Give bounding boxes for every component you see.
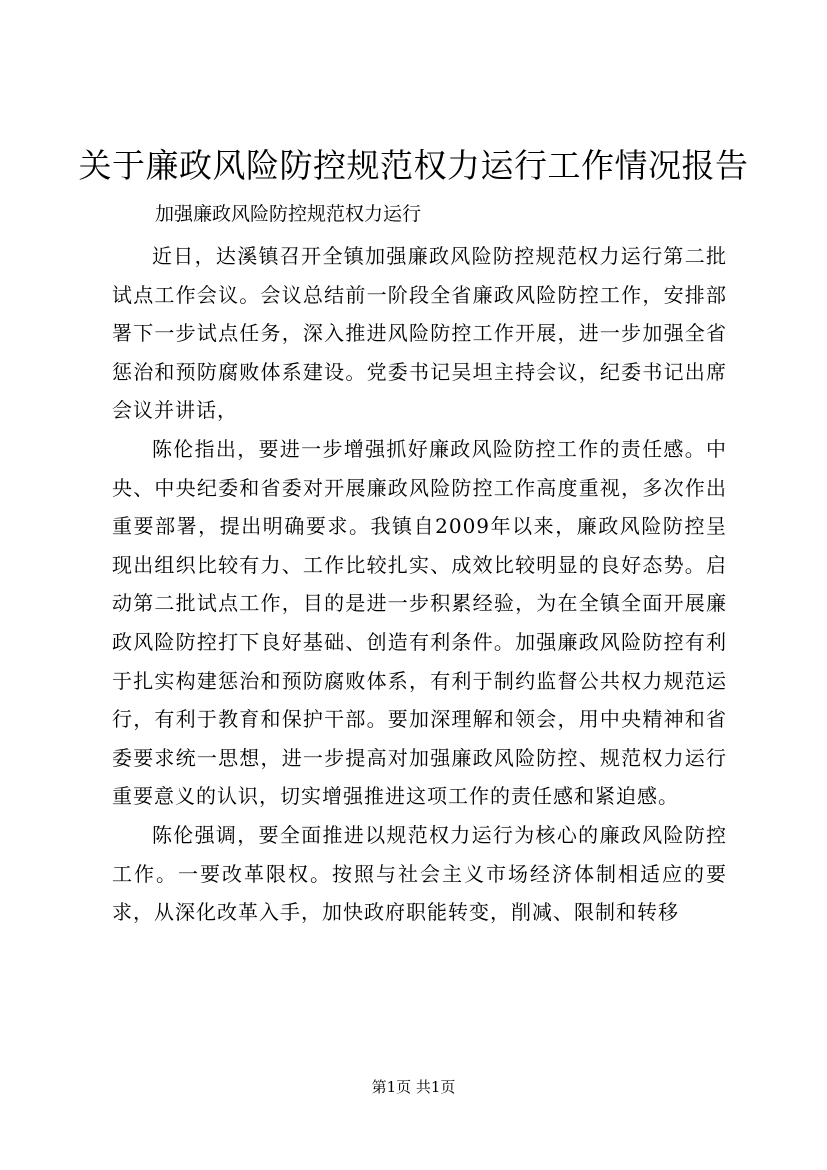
document-subtitle: 加强廉政风险防控规范权力运行 [155,203,422,225]
body-paragraph: 陈伦强调，要全面推进以规范权力运行为核心的廉政风险防控工作。一要改革限权。按照与社会主义市场经济体制相适应的要求，从深化改革入手，加快政府职能转变，削减、限制和转移 [112,822,727,925]
document-title: 关于廉政风险防控规范权力运行工作情况报告 [78,146,749,185]
page-number-footer: 第1页 共1页 [371,1078,456,1096]
body-paragraph: 陈伦指出，要进一步增强抓好廉政风险防控工作的责任感。中央、中央纪委和省委对开展廉政风险防控工作高度重视，多次作出重要部署，提出明确要求。我镇自2009年以来，廉政风险防控呈现出组织比较有力、工作比较扎实、成效比较明显的良好态势。启动第二批试点工作，目的是进一步积累经验，为在全镇全面开展廉政风险防控打下良好基础、创造有利条件。加强廉政风险防控有利于扎实构建惩治和预防腐败体系，有利于制约监督公共权力规范运行，有利于教育和保护干部。要加深理解和领会，用中央精神和省委要求统一思想，进一步提高对加强廉政风险防控、规范权力运行重要意义的认识，切实增强推进这项工作的责任感和紧迫感。 [112,436,727,809]
body-paragraph: 近日，达溪镇召开全镇加强廉政风险防控规范权力运行第二批试点工作会议。会议总结前一阶段全省廉政风险防控工作，安排部署下一步试点任务，深入推进风险防控工作开展，进一步加强全省惩治和预防腐败体系建设。党委书记吴坦主持会议，纪委书记出席会议并讲话， [112,244,727,423]
document-body [112,237,727,932]
